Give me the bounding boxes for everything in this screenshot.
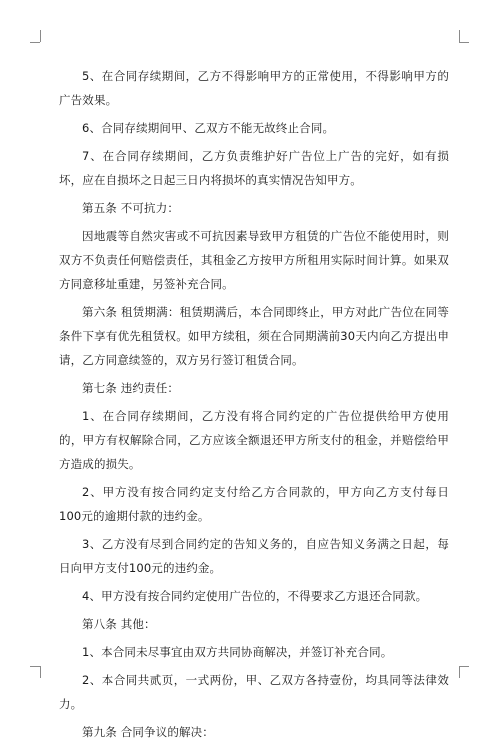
document-body bbox=[59, 64, 449, 744]
crop-mark-top-right-h bbox=[459, 42, 469, 43]
crop-mark-top-left-h bbox=[30, 42, 40, 43]
crop-mark-bottom-left-v bbox=[40, 666, 41, 678]
crop-mark-bottom-right-v bbox=[459, 666, 460, 678]
other-item-2: 2、本合同共贰页，一式两份，甲、乙双方各持壹份，均具同等法律效力。 bbox=[59, 673, 449, 711]
clause-7: 7、在合同存续期间，乙方负责维护好广告位上广告的完好，如有损坏，应在自损坏之日起三日内将损坏的真实情况告知甲方。 bbox=[59, 149, 449, 187]
breach-item-2: 2、甲方没有按合同约定支付给乙方合同款的，甲方向乙方支付每日100元的逾期付款的违约金。 bbox=[59, 485, 449, 523]
clause-6: 6、合同存续期间甲、乙双方不能无故终止合同。 bbox=[82, 121, 335, 135]
article-7-heading: 第七条 违约责任： bbox=[82, 381, 180, 395]
breach-item-1: 1、在合同存续期间，乙方没有将合同约定的广告位提供给甲方使用的，甲方有权解除合同，乙方应该全额退还甲方所支付的租金，并赔偿给甲方造成的损失。 bbox=[59, 409, 449, 471]
article-9-heading: 第九条 合同争议的解决： bbox=[82, 725, 214, 739]
article-6-lease-expiry: 第六条 租赁期满：租赁期满后，本合同即终止，甲方对此广告位在同等条件下享有优先租赁权。如甲方续租，须在合同期满前30天内向乙方提出申请，乙方同意续签的，双方另行签订租赁合同。 bbox=[59, 305, 449, 367]
article-8-heading: 第八条 其他： bbox=[82, 617, 156, 631]
crop-mark-top-left-v bbox=[40, 30, 41, 42]
article-5-heading: 第五条 不可抗力： bbox=[82, 201, 180, 215]
breach-item-4: 4、甲方没有按合同约定使用广告位的，不得要求乙方退还合同款。 bbox=[82, 589, 428, 603]
breach-item-3: 3、乙方没有尽到合同约定的告知义务的，自应告知义务满之日起，每日向甲方支付100元的违约金。 bbox=[59, 537, 449, 575]
other-item-1: 1、本合同未尽事宜由双方共同协商解决，并签订补充合同。 bbox=[82, 645, 393, 659]
crop-mark-bottom-left-h bbox=[30, 666, 40, 667]
force-majeure-text: 因地震等自然灾害或不可抗因素导致甲方租赁的广告位不能使用时，则双方不负责任何赔偿责任，其租金乙方按甲方所租用实际时间计算。如果双方同意移址重建，另签补充合同。 bbox=[59, 229, 449, 291]
crop-mark-top-right-v bbox=[459, 30, 460, 42]
crop-mark-bottom-right-h bbox=[459, 666, 469, 667]
clause-5: 5、在合同存续期间，乙方不得影响甲方的正常使用，不得影响甲方的广告效果。 bbox=[59, 69, 449, 107]
